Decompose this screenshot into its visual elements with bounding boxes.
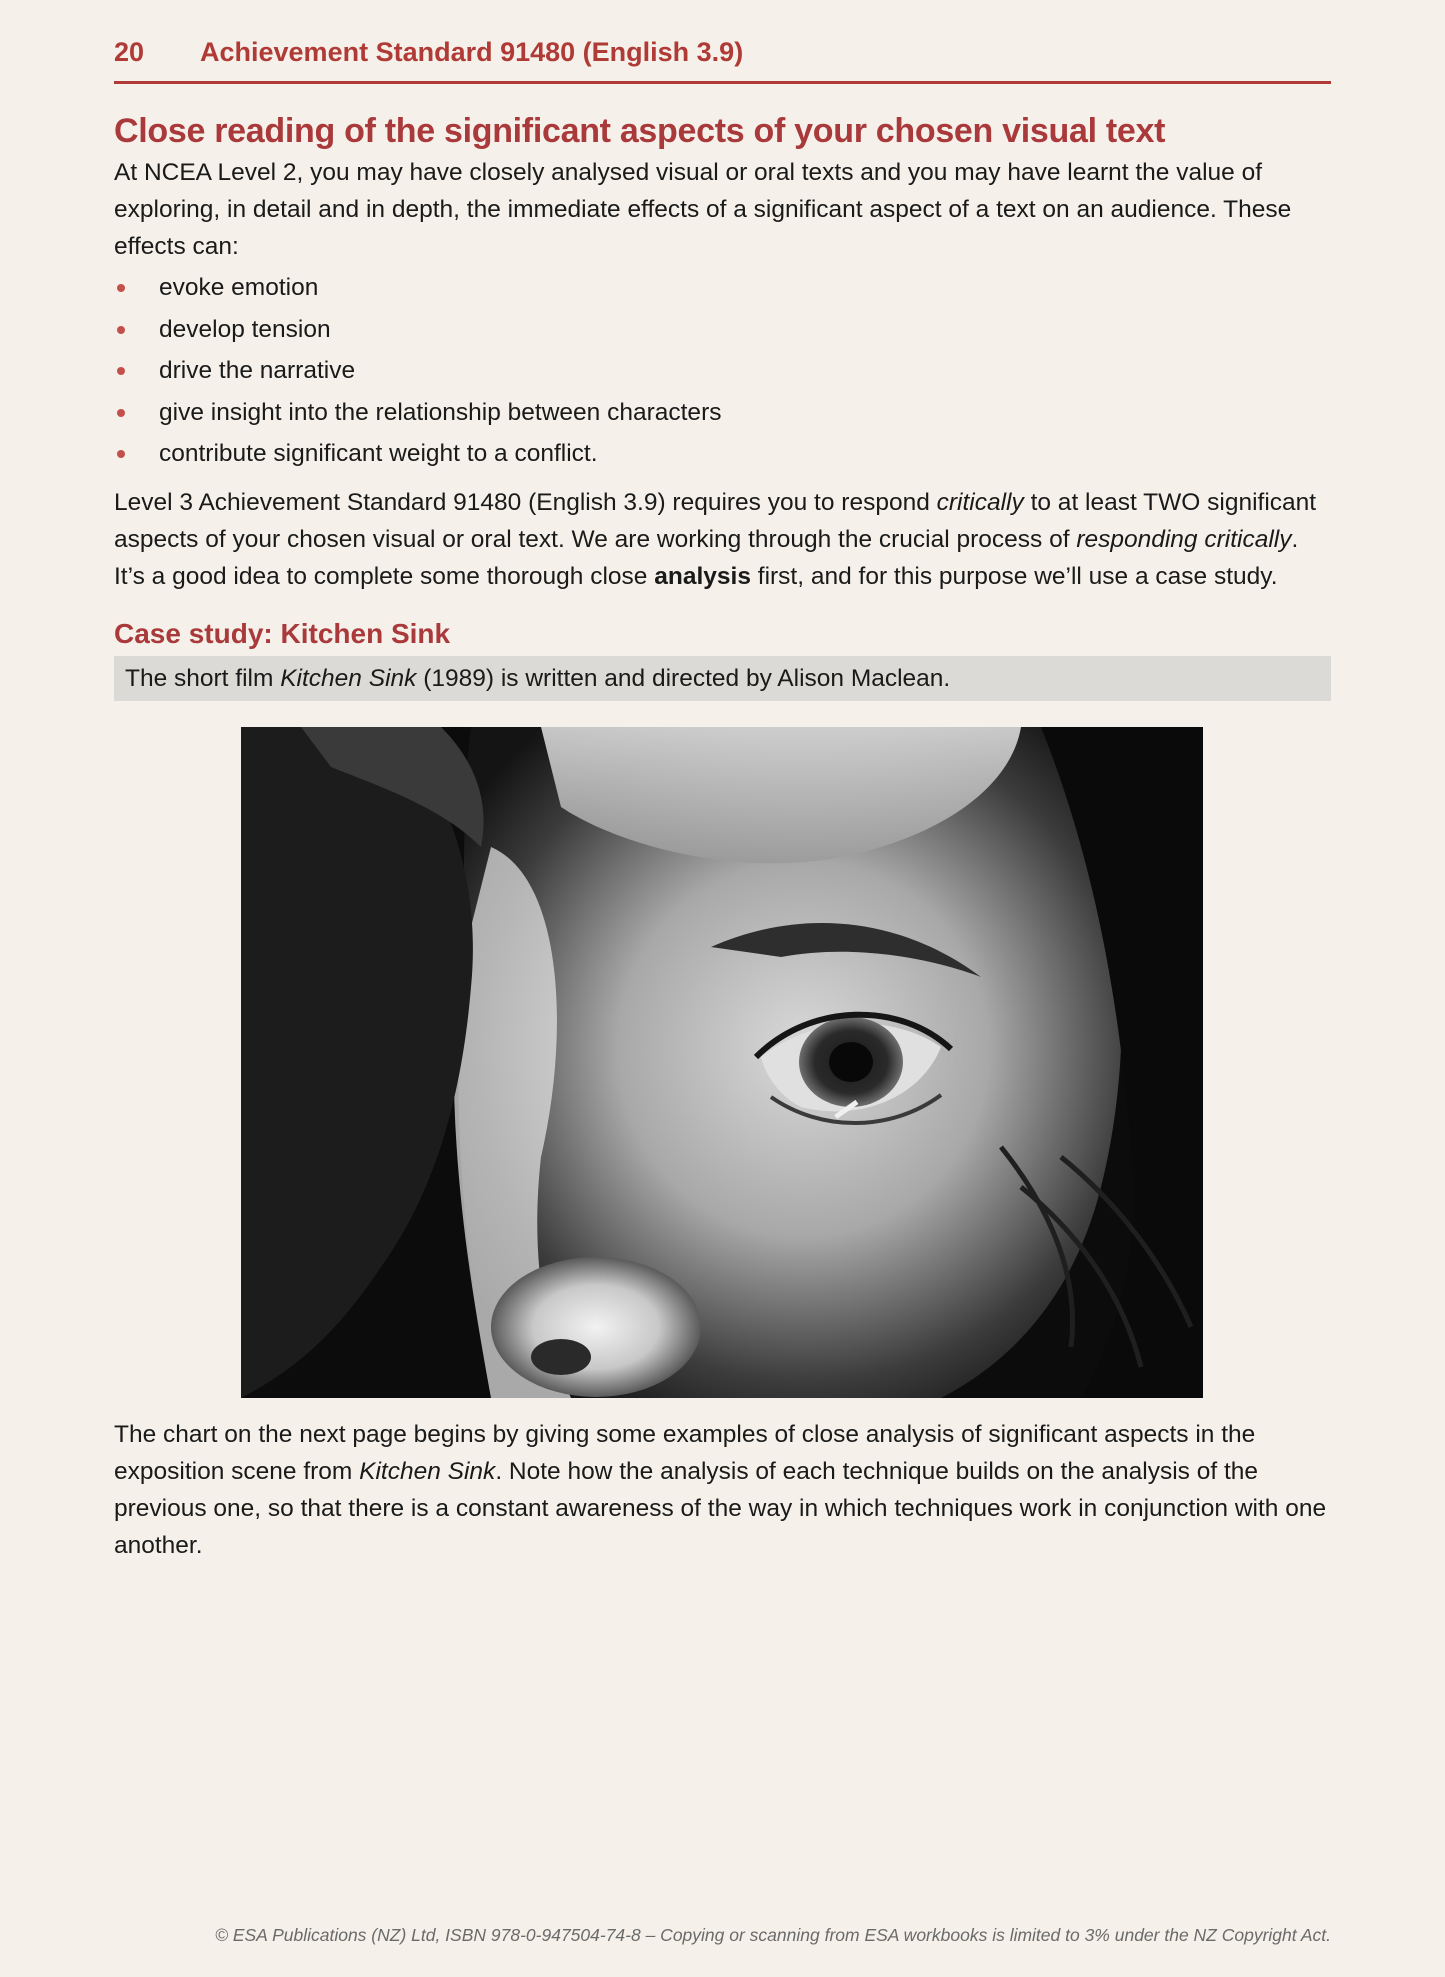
analysis-keyword: analysis [654, 563, 751, 590]
film-still-image [241, 727, 1203, 1398]
bullet-icon [117, 326, 125, 334]
standard-paragraph: Level 3 Achievement Standard 91480 (English 3.9) requires you to respond critically to at least TWO significant aspects of your chosen visual or oral text. We are working through the crucial process of responding critically. It’s a good idea to complete some thorough close analysis first, and for this purpose we’ll use a case study. [114, 489, 1317, 590]
chart-intro-paragraph: The chart on the next page begins by giving some examples of close analysis of significant aspects in the exposition scene from Kitchen Sink. Note how the analysis of each technique builds on the analysis of the previous one, so that there is a constant awareness of the way in which techniques work in conjunction with one another. [114, 1421, 1327, 1559]
list-item: give insight into the relationship between characters [114, 392, 1331, 434]
list-item: drive the narrative [114, 350, 1331, 392]
header-title: Achievement Standard 91480 (English 3.9) [200, 37, 744, 67]
copyright-footer: © ESA Publications (NZ) Ltd, ISBN 978-0-947504-74-8 – Copying or scanning from ESA workbooks is limited to 3% under the NZ Copyright Act. [215, 1925, 1331, 1945]
case-study-note: The short film Kitchen Sink (1989) is written and directed by Alison Maclean. [114, 656, 1331, 701]
effects-list [114, 267, 1331, 475]
list-item: develop tension [114, 309, 1331, 351]
case-study-title: Case study: Kitchen Sink [114, 618, 451, 649]
page [114, 0, 1331, 1977]
list-item: contribute significant weight to a conflict. [114, 433, 1331, 475]
section-title: Close reading of the significant aspects of your chosen visual text [114, 112, 1166, 150]
bullet-icon [117, 409, 125, 417]
intro-paragraph: At NCEA Level 2, you may have closely analysed visual or oral texts and you may have learnt the value of exploring, in detail and in depth, the immediate effects of a significant aspect of a text on an audience. These effects can: [114, 159, 1292, 260]
page-number: 20 [114, 37, 145, 67]
bullet-icon [117, 284, 125, 292]
bullet-icon [117, 450, 125, 458]
list-item: evoke emotion [114, 267, 1331, 309]
bullet-icon [117, 367, 125, 375]
running-header [114, 32, 1331, 84]
film-still-eye-closeup [241, 727, 1203, 1398]
